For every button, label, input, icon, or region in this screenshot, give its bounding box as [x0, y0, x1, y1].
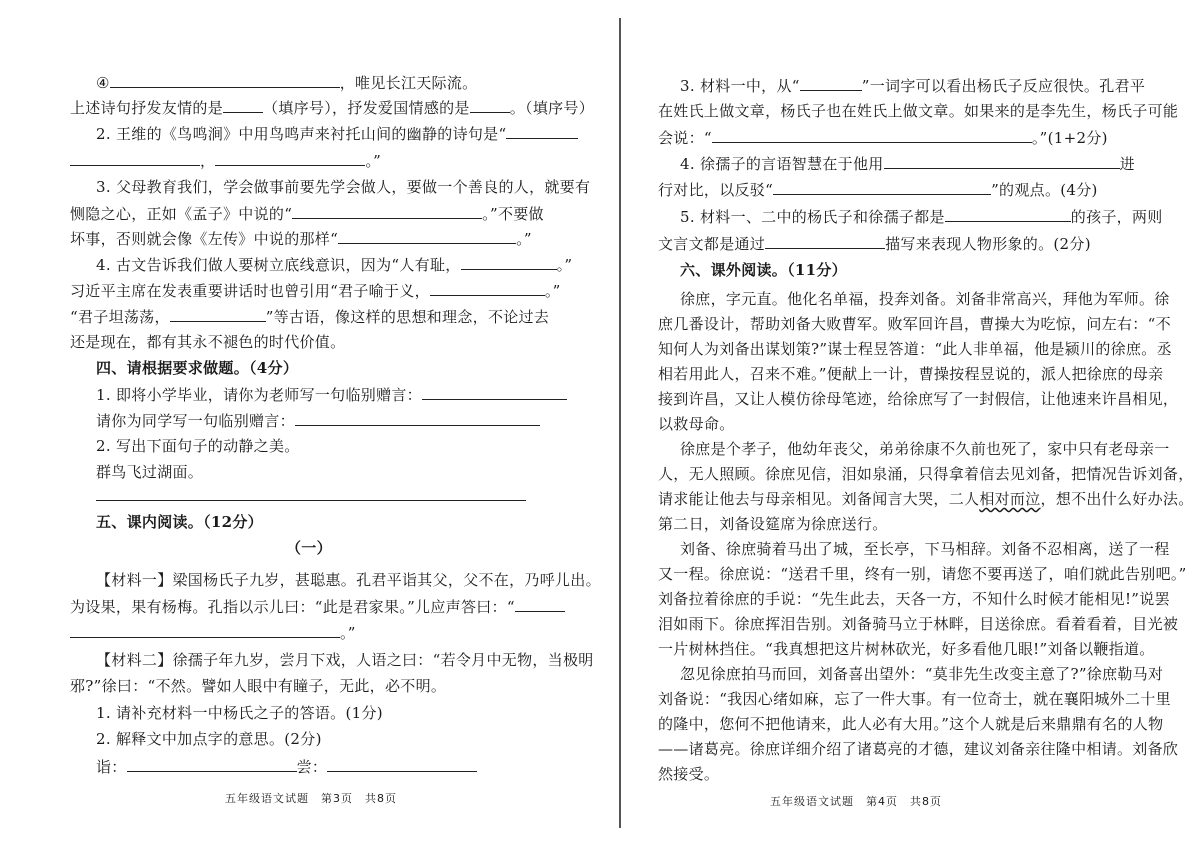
answer-blank[interactable]	[338, 228, 516, 244]
material-1-end: 。”	[70, 622, 356, 643]
question-line: 文言文都是通过 描写来表现人物形象的。(2分)	[658, 235, 1091, 253]
page-footer: 五年级语文试题 第4页 共8页	[770, 795, 942, 808]
paragraph-line: 然接受。	[658, 765, 720, 783]
material-1-cont: 为设果，果有杨梅。孔指以示儿曰：“此是君家果。”儿应声答曰：“	[70, 596, 565, 617]
page-footer: 五年级语文试题 第3页 共8页	[225, 792, 397, 805]
section-6-title: 六、课外阅读。（11分）	[680, 261, 847, 279]
answer-blank[interactable]	[430, 280, 545, 296]
question-line: 还是现在，都有其永不褪色的时代价值。	[70, 333, 346, 351]
answer-blank[interactable]	[70, 622, 340, 638]
exam-page-4	[630, 0, 1200, 849]
answer-blank[interactable]	[70, 150, 200, 166]
answer-blank[interactable]	[773, 179, 991, 195]
word-definitions: 诣： 尝：	[96, 756, 477, 777]
answer-blank[interactable]	[292, 203, 482, 219]
answer-line[interactable]	[96, 500, 526, 501]
material-2: 【材料二】徐孺子年九岁，尝月下戏，人语之曰：“若令月中无物，当极明	[96, 651, 594, 669]
poem-line-4: ④ ，唯见长江天际流。	[96, 74, 478, 92]
material-1: 【材料一】梁国杨氏子九岁，甚聪惠。孔君平诣其父，父不在，乃呼儿出。	[96, 571, 601, 589]
paragraph-line: ——诸葛亮。徐庶详细介绍了诸葛亮的才德，建议刘备亲往隆中相请。刘备欣	[658, 740, 1179, 758]
question-line: 在姓氏上做文章，杨氏子也在姓氏上做文章。如果来的是李先生，杨氏子可能	[658, 102, 1179, 120]
answer-blank[interactable]	[295, 410, 540, 426]
paragraph-line: 庶几番设计，帮助刘备大败曹军。败军回许昌，曹操大为吃惊，问左右：“不	[658, 315, 1171, 333]
paragraph-line: 人，无人照顾。徐庶见信，泪如泉涌，只得拿着信去见刘备，把情况告诉刘备，	[658, 465, 1194, 483]
answer-blank[interactable]	[461, 254, 557, 270]
answer-blank[interactable]	[127, 756, 297, 772]
reading-question-2: 2. 解释文中加点字的意思。(2分)	[96, 730, 322, 748]
question-4-1: 1. 即将小学毕业，请你为老师写一句临别赠言：	[96, 384, 567, 405]
paragraph-line: 又一程。徐庶说：“送君千里，终有一别，请您不要再送了，咱们就此告别吧。”	[658, 565, 1187, 583]
question-line: 会说：“ 。”(1+2分)	[658, 129, 1108, 147]
section-5-title: 五、课内阅读。（12分）	[96, 513, 263, 531]
material-2-cont: 邪?”徐曰：“不然。譬如人眼中有瞳子，无此，必不明。	[70, 677, 447, 695]
section-4-title: 四、请根据要求做题。（4分）	[96, 359, 299, 377]
paragraph-line: 泪如雨下。徐庶挥泪告别。刘备骑马立于林畔，目送徐庶。看着看着，目光被	[658, 615, 1179, 633]
answer-blank[interactable]	[223, 97, 263, 113]
answer-blank[interactable]	[110, 72, 340, 88]
answer-blank[interactable]	[422, 384, 567, 400]
paragraph-line: 知何人为刘备出谋划策?”谋士程昱答道：“此人非单福，他是颍川的徐庶。丞	[658, 340, 1172, 358]
question-line: 恻隐之心，正如《孟子》中说的“ 。”不要做	[70, 205, 544, 223]
paragraph-line: 刘备说：“我因心绪如麻，忘了一件大事。有一位奇士，就在襄阳城外二十里	[658, 690, 1171, 708]
question-line: 习近平主席在发表重要讲话时也曾引用“君子喻于义， 。”	[70, 282, 561, 300]
answer-blank[interactable]	[215, 150, 365, 166]
question-4: 4. 古文告诉我们做人要树立底线意识，因为“人有耻， 。”	[96, 256, 573, 274]
paragraph-line: 的隆中，您何不把他请来，此人必有大用。”这个人就是后来鼎鼎有名的人物	[658, 715, 1164, 733]
question-2: 2. 王维的《鸟鸣涧》中用鸟鸣声来衬托山间的幽静的诗句是“	[96, 123, 578, 144]
question-4-1b: 请你为同学写一句临别赠言：	[96, 410, 540, 431]
paragraph-line: 以救母命。	[658, 415, 735, 433]
page-divider	[619, 18, 621, 828]
question-line: 行对比，以反驳“ ”的观点。(4分)	[658, 181, 1098, 199]
answer-blank[interactable]	[884, 153, 1120, 169]
answer-blank[interactable]	[945, 206, 1071, 222]
question-4-2: 2. 写出下面句子的动静之美。	[96, 437, 300, 455]
question-3: 3. 父母教育我们，学会做事前要先学会做人，要做一个善良的人，就要有	[96, 178, 591, 196]
paragraph-line: 刘备拉着徐庶的手说：“先生此去，天各一方，不知什么时候才能相见!”说罢	[658, 590, 1170, 608]
paragraph-line: 第二日，刘备设筵席为徐庶送行。	[658, 515, 888, 533]
question-line: 坏事，否则就会像《左传》中说的那样“ 。”	[70, 230, 532, 248]
answer-blank[interactable]	[800, 75, 862, 91]
paragraph-line: 接到许昌，又让人模仿徐母笔迹，给徐庶写了一封假信，让他速来许昌相见，	[658, 390, 1179, 408]
paragraph-line: 徐庶是个孝子，他幼年丧父，弟弟徐康不久前也死了，家中只有老母亲一	[680, 440, 1170, 458]
question-line: “君子坦荡荡， ”等古语，像这样的思想和理念，不论过去	[70, 308, 550, 326]
paragraph-line: 徐庶，字元直。他化名单福，投奔刘备。刘备非常高兴，拜他为军师。徐	[680, 290, 1170, 308]
reading-question-1: 1. 请补充材料一中杨氏之子的答语。(1分)	[96, 704, 383, 722]
answer-blank[interactable]	[506, 123, 578, 139]
question-3: 3. 材料一中，从“ ”一词字可以看出杨氏子反应很快。孔君平	[680, 77, 1146, 95]
question-line: 上述诗句抒发友情的是 （填序号），抒发爱国情感的是 。（填序号）	[70, 99, 595, 117]
answer-blank[interactable]	[327, 756, 477, 772]
question-4-2-sentence: 群鸟飞过湖面。	[96, 463, 204, 481]
paragraph-line: 刘备、徐庶骑着马出了城，至长亭，下马相辞。刘备不忍相离，送了一程	[680, 540, 1170, 558]
question-5: 5. 材料一、二中的杨氏子和徐孺子都是 的孩子，两则	[680, 208, 1163, 226]
question-4: 4. 徐孺子的言语智慧在于他用 进	[680, 155, 1135, 173]
answer-blank[interactable]	[170, 306, 266, 322]
paragraph-line: 一片树林挡住。“我真想把这片树林砍光，好多看他几眼!”刘备以鞭指道。	[658, 640, 1155, 658]
paragraph-line: 忽见徐庶拍马而回，刘备喜出望外：“莫非先生改变主意了?”徐庶勒马对	[680, 665, 1164, 683]
paragraph-line: 相若用此人，召来不难。”便献上一计，曹操按程昱说的，派人把徐庶的母亲	[658, 365, 1164, 383]
answer-blank[interactable]	[712, 127, 1032, 143]
paragraph-line: 请求能让他去与母亲相见。刘备闻言大哭，二人相对而泣，想不出什么好办法。	[658, 490, 1194, 508]
answer-blank[interactable]	[470, 97, 510, 113]
part-1-heading: （一）	[286, 539, 332, 557]
answer-blank[interactable]	[765, 233, 885, 249]
question-line: ， 。”	[70, 150, 381, 171]
wavy-underlined-phrase: 相对而泣	[979, 490, 1041, 508]
answer-blank[interactable]	[515, 596, 565, 612]
